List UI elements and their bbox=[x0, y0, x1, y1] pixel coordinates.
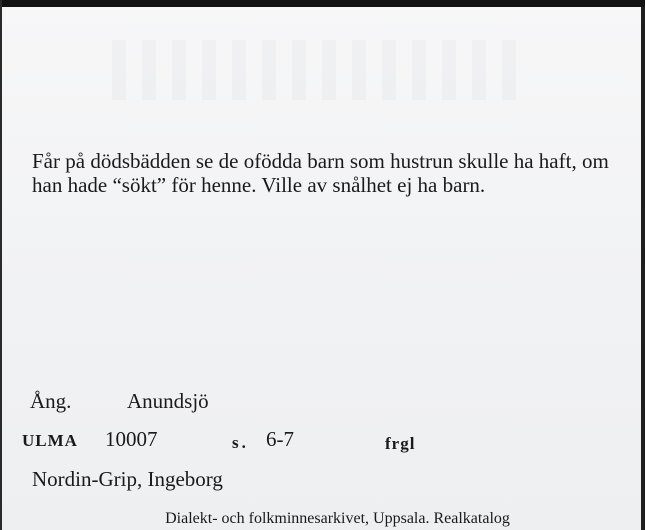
archive-label: ULMA bbox=[22, 431, 78, 450]
type-code: frgl bbox=[385, 434, 416, 453]
show-through-texture bbox=[20, 206, 645, 317]
record-description: Får på dödsbädden se de ofödda barn som hustrun skulle ha haft, om han hade “sökt” för henne. Ville av snålhet ej ha barn. bbox=[32, 149, 609, 197]
page-value: 6-7 bbox=[266, 427, 294, 451]
page-label: s. bbox=[232, 433, 249, 452]
ang-value: Anundsjö bbox=[127, 389, 209, 413]
archive-number: 10007 bbox=[105, 427, 158, 451]
card-top-edge bbox=[2, 0, 645, 7]
ang-label: Ång. bbox=[30, 389, 72, 413]
informant-name: Nordin-Grip, Ingeborg bbox=[32, 467, 223, 491]
archive-footer: Dialekt- och folkminnesarkivet, Uppsala. Realkatalog bbox=[165, 510, 510, 527]
show-through-texture-top bbox=[112, 40, 532, 100]
